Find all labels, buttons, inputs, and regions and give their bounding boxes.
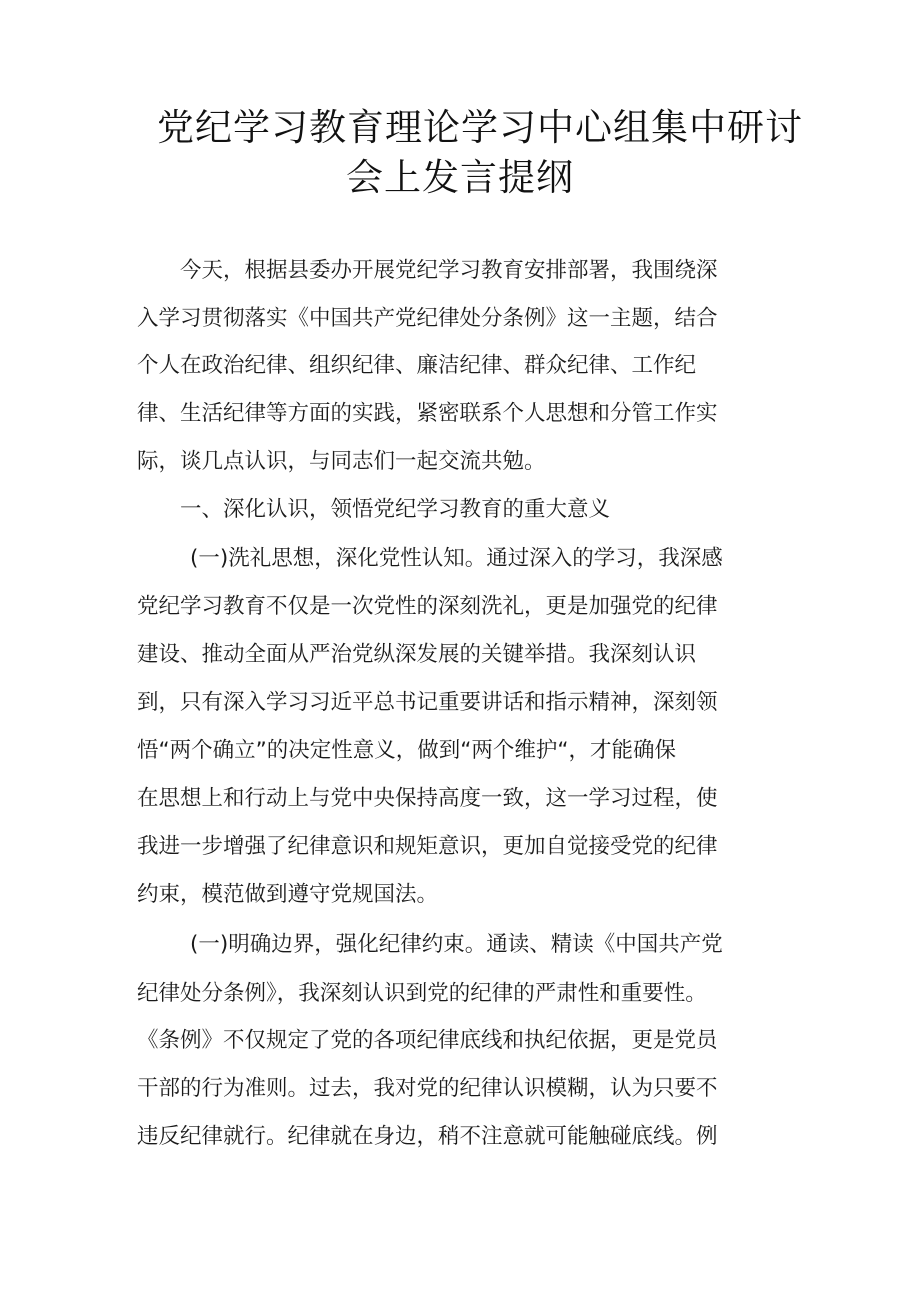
paragraph-1-line-4: 律、生活纪律等方面的实践，紧密联系个人思想和分管工作实 xyxy=(137,401,718,426)
paragraph-3-line-4: 干部的行为准则。过去，我对党的纪律认识模糊，认为只要不 xyxy=(137,1076,718,1101)
document-title-line-1: 党纪学习教育理论学习中心组集中研讨 xyxy=(157,106,803,149)
paragraph-2-line-7: 我进一步增强了纪律意识和规矩意识，更加自觉接受党的纪律 xyxy=(137,834,718,859)
paragraph-3-line-1: (一)明确边界，强化纪律约束。通读、精读《中国共产党 xyxy=(190,932,723,957)
paragraph-1-line-5: 际，谈几点认识，与同志们一起交流共勉。 xyxy=(137,449,546,474)
paragraph-2-line-6: 在思想上和行动上与党中央保持高度一致，这一学习过程，使 xyxy=(137,786,718,811)
paragraph-2-line-3: 建设、推动全面从严治党纵深发展的关键举措。我深刻认识 xyxy=(137,642,697,667)
paragraph-1-line-2: 入学习贯彻落实《中国共产党纪律处分条例》这一主题，结合 xyxy=(137,306,718,331)
paragraph-1-line-3: 个人在政治纪律、组织纪律、廉洁纪律、群众纪律、工作纪 xyxy=(137,353,697,378)
paragraph-3-line-5: 违反纪律就行。纪律就在身边，稍不注意就可能触碰底线。例 xyxy=(137,1124,718,1149)
paragraph-3-line-3: 《条例》不仅规定了党的各项纪律底线和执纪依据，更是党员 xyxy=(137,1028,718,1053)
paragraph-2-line-2: 党纪学习教育不仅是一次党性的深刻洗礼，更是加强党的纪律 xyxy=(137,594,718,619)
document-title-line-2: 会上发言提纲 xyxy=(346,156,574,199)
section-heading-1: 一、深化认识，领悟党纪学习教育的重大意义 xyxy=(180,497,611,522)
paragraph-2-line-8: 约束，模范做到遵守党规国法。 xyxy=(137,882,439,907)
paragraph-2-line-1: (一)洗礼思想，深化党性认知。通过深入的学习，我深感 xyxy=(190,546,723,571)
paragraph-1-line-1: 今天，根据县委办开展党纪学习教育安排部署，我围绕深 xyxy=(180,258,718,283)
paragraph-3-line-2: 纪律处分条例》，我深刻认识到党的纪律的严肃性和重要性。 xyxy=(137,981,707,1006)
paragraph-2-line-4: 到，只有深入学习习近平总书记重要讲话和指示精神，深刻领 xyxy=(137,690,718,715)
paragraph-2-line-5: 悟“两个确立”的决定性意义，做到“两个维护“，才能确保 xyxy=(137,738,677,763)
